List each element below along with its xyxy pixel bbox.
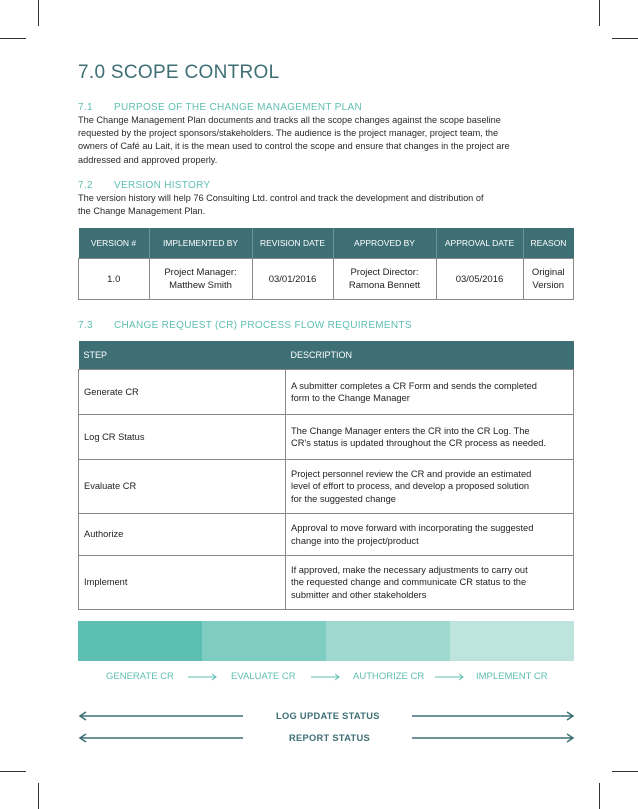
table-row (79, 514, 574, 556)
cell-line: Original (531, 267, 565, 279)
paragraph-line: The version history will help 76 Consulting Ltd. control and track the development and distribution of (78, 192, 484, 203)
implemented-by-cell (149, 259, 252, 300)
cell-line: for the suggested change (291, 494, 396, 505)
section-heading-text: PURPOSE OF THE CHANGE MANAGEMENT PLAN (114, 102, 362, 113)
column-header: APPROVED BY (333, 228, 436, 259)
paragraph-line: addressed and approved properly. (78, 154, 218, 165)
crop-mark-tr-h (612, 38, 638, 39)
arrow-right-icon (412, 712, 573, 720)
cell-line: level of effort to process, and develop a proposed solution (291, 481, 530, 492)
revision-date-cell: 03/01/2016 (252, 259, 333, 300)
cell-line: submitter and other stakeholders (291, 590, 427, 601)
description-cell (286, 460, 574, 514)
cell-line: Ramona Bennett (348, 280, 421, 292)
cell-line: form to the Change Manager (291, 393, 410, 404)
cr-process-table (78, 341, 574, 610)
section-7-2-paragraph (78, 192, 574, 218)
arrow-left-icon (80, 734, 243, 742)
section-7-1-paragraph (78, 114, 574, 167)
crop-mark-br-h (612, 771, 638, 772)
process-flow-bar (78, 621, 574, 661)
description-cell (286, 556, 574, 610)
flow-step-label: EVALUATE CR (231, 671, 296, 682)
arrow-right-icon (412, 734, 573, 742)
flow-step-label: AUTHORIZE CR (353, 671, 425, 682)
flow-segment-authorize (326, 621, 450, 661)
table-header-row (79, 341, 574, 370)
cell-line: Project Manager: (164, 267, 237, 279)
section-heading-text: CHANGE REQUEST (CR) PROCESS FLOW REQUIREMENTS (114, 320, 412, 332)
reason-cell (523, 259, 574, 300)
step-cell: Implement (79, 556, 286, 610)
table-row (79, 460, 574, 514)
crop-mark-tl-h (0, 38, 26, 39)
paragraph-line: the Change Management Plan. (78, 206, 206, 217)
cell-line: the requested change and communicate CR status to the (291, 577, 527, 588)
approval-date-cell: 03/05/2016 (436, 259, 523, 300)
flow-segment-generate (78, 621, 202, 661)
paragraph-line: The Change Management Plan documents and tracks all the scope changes against the scope baseline (78, 115, 501, 125)
table-row (79, 556, 574, 610)
flow-segment-implement (450, 621, 574, 661)
description-cell (286, 370, 574, 415)
flow-step-label: IMPLEMENT CR (476, 671, 548, 682)
report-status-label: REPORT STATUS (289, 733, 371, 743)
table-header-row (79, 228, 574, 259)
page-title: 7.0 SCOPE CONTROL (78, 62, 280, 83)
approved-by-cell (333, 259, 436, 300)
column-header: IMPLEMENTED BY (149, 228, 252, 259)
section-number: 7.1 (78, 102, 93, 113)
cell-line: A submitter completes a CR Form and sends the completed (291, 380, 537, 391)
log-update-status-label: LOG UPDATE STATUS (276, 711, 380, 721)
table-row (79, 370, 574, 415)
table-row (79, 415, 574, 460)
crop-mark-tr-v (599, 0, 600, 26)
arrow-left-icon (80, 712, 243, 720)
step-cell: Log CR Status (79, 415, 286, 460)
description-cell (286, 415, 574, 460)
column-header: REVISION DATE (252, 228, 333, 259)
crop-mark-bl-v (38, 783, 39, 809)
cell-line: CR's status is updated throughout the CR process as needed. (291, 438, 547, 449)
step-cell: Authorize (79, 514, 286, 556)
crop-mark-bl-h (0, 771, 26, 772)
flow-step-label: GENERATE CR (106, 671, 174, 682)
cell-line: Approval to move forward with incorporating the suggested (291, 523, 534, 534)
paragraph-line: owners of Café au Lait, it is the mean used to control the scope and ensure that changes in the project are (78, 141, 510, 152)
cell-line: Matthew Smith (169, 280, 232, 292)
flow-step-labels (78, 671, 574, 685)
cell-line: change into the project/product (291, 535, 419, 546)
step-cell: Generate CR (79, 370, 286, 415)
table-row (79, 259, 574, 300)
flow-segment-evaluate (202, 621, 326, 661)
cell-line: Project personnel review the CR and provide an estimated (291, 468, 532, 479)
section-number: 7.3 (78, 320, 93, 332)
cell-line: The Change Manager enters the CR into the CR Log. The (291, 425, 530, 436)
page-content (78, 62, 574, 610)
paragraph-line: requested by the project sponsors/stakeholders. The audience is the project manager, project team, the (78, 128, 499, 139)
crop-mark-br-v (599, 783, 600, 809)
cell-line: Version (532, 280, 565, 292)
cell-line: If approved, make the necessary adjustments to carry out (291, 564, 528, 575)
description-cell (286, 514, 574, 556)
step-cell: Evaluate CR (79, 460, 286, 514)
column-header: REASON (523, 228, 574, 259)
column-header: APPROVAL DATE (436, 228, 523, 259)
section-7-3-heading (78, 320, 574, 331)
version-cell: 1.0 (79, 259, 150, 300)
column-header: VERSION # (79, 228, 150, 259)
section-7-1-heading (78, 102, 574, 113)
column-header: STEP (79, 341, 286, 370)
cell-line: Project Director: (350, 267, 419, 279)
version-history-table (78, 228, 574, 300)
section-7-2-heading (78, 180, 574, 191)
column-header: DESCRIPTION (286, 341, 574, 370)
section-heading-text: VERSION HISTORY (114, 179, 211, 191)
crop-mark-tl-v (38, 0, 39, 26)
section-number: 7.2 (78, 179, 93, 191)
